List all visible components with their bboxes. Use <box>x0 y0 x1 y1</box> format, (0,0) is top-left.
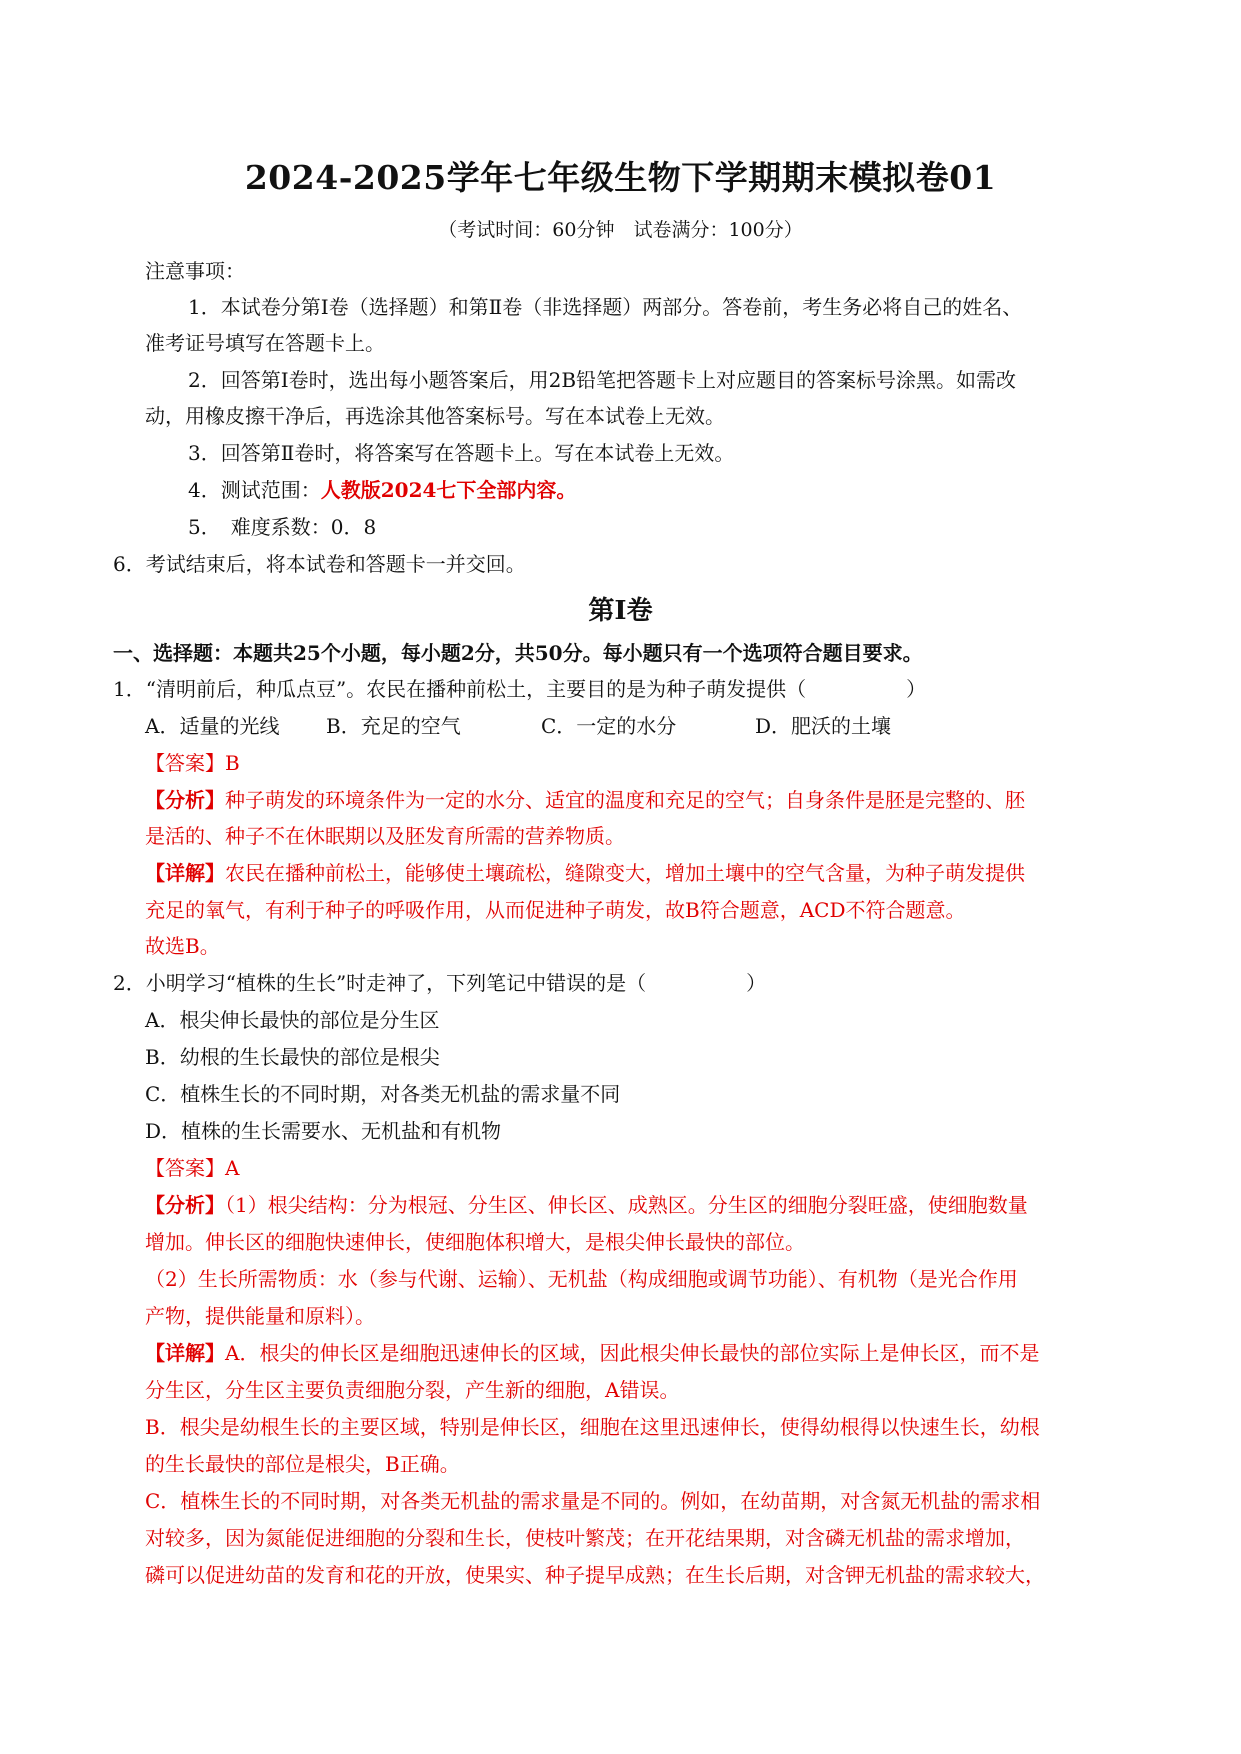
q1-detail-line: 农民在播种前松土，能够使土壤疏松，缝隙变大，增加土壤中的空气含量，为种子萌发提供 <box>225 861 1025 885</box>
q2-detail-cont-2: B．根尖是幼根生长的主要区域，特别是伸长区，细胞在这里迅速伸长，使得幼根得以快速生长，幼根 <box>145 1415 1040 1439</box>
notice-item-1: 1．本试卷分第Ⅰ卷（选择题）和第Ⅱ卷（非选择题）两部分。答卷前，考生务必将自己的姓名、 <box>188 295 1023 319</box>
exam-title: 2024-2025学年七年级生物下学期期末模拟卷01 <box>244 158 997 197</box>
analysis-label: 【分析】 <box>145 788 225 812</box>
part-heading: 一、选择题：本题共25个小题，每小题2分，共50分。每小题只有一个选项符合题目要求。 <box>113 641 923 665</box>
section-title: 第Ⅰ卷 <box>588 596 653 626</box>
q2-analysis-cont-2: （2）生长所需物质：水（参与代谢、运输）、无机盐（构成细胞或调节功能）、有机物（是光合作用 <box>145 1267 1018 1291</box>
q1-option-c: C．一定的水分 <box>541 714 677 738</box>
q2-option-a: A．根尖伸长最快的部位是分生区 <box>145 1008 440 1032</box>
q1-stem: 1．“清明前后，种瓜点豆”。农民在播种前松土，主要目的是为种子萌发提供（ ） <box>113 677 927 701</box>
q2-detail-cont-3: 的生长最快的部位是根尖，B正确。 <box>145 1452 460 1476</box>
notice-item-4 <box>188 474 576 503</box>
q2-analysis <box>145 1189 1028 1218</box>
q1-detail-cont: 充足的氧气，有利于种子的呼吸作用，从而促进种子萌发，故B符合题意，ACD不符合题意。 <box>145 898 966 922</box>
notice-item-6: 6．考试结束后，将本试卷和答题卡一并交回。 <box>113 552 526 576</box>
q1-option-a: A．适量的光线 <box>145 714 280 738</box>
q1-detail <box>145 857 1025 886</box>
q2-option-d: D．植株的生长需要水、无机盐和有机物 <box>145 1119 502 1143</box>
notice-item-2: 2．回答第Ⅰ卷时，选出每小题答案后，用2B铅笔把答题卡上对应题目的答案标号涂黑。如需改 <box>188 368 1017 392</box>
analysis-label: 【分析】 <box>145 1193 225 1217</box>
q2-detail-cont-4: C．植株生长的不同时期，对各类无机盐的需求量是不同的。例如，在幼苗期，对含氮无机盐的需求相 <box>145 1489 1041 1513</box>
q2-option-b: B．幼根的生长最快的部位是根尖 <box>145 1045 440 1069</box>
notice-item-5: 5． 难度系数：0．8 <box>188 515 377 539</box>
q1-option-d: D．肥沃的土壤 <box>755 714 892 738</box>
notice-item-3: 3．回答第Ⅱ卷时，将答案写在答题卡上。写在本试卷上无效。 <box>188 441 735 465</box>
q1-analysis <box>145 784 1025 813</box>
q2-detail-cont-6: 磷可以促进幼苗的发育和花的开放，使果实、种子提早成熟；在生长后期，对含钾无机盐的需求较大， <box>145 1563 1045 1587</box>
q1-conclusion: 故选B。 <box>145 934 220 958</box>
q2-stem: 2．小明学习“植株的生长”时走神了，下列笔记中错误的是（ ） <box>113 971 767 995</box>
q2-detail <box>145 1337 1039 1366</box>
q2-detail-cont-5: 对较多，因为氮能促进细胞的分裂和生长，使枝叶繁茂；在开花结果期，对含磷无机盐的需求增加， <box>145 1526 1025 1550</box>
q2-answer: 【答案】A <box>145 1156 240 1180</box>
notice-heading: 注意事项： <box>145 259 245 283</box>
detail-label: 【详解】 <box>145 1341 225 1365</box>
q1-option-b: B．充足的空气 <box>326 714 461 738</box>
detail-label: 【详解】 <box>145 861 225 885</box>
notice-item-2-cont: 动，用橡皮擦干净后，再选涂其他答案标号。写在本试卷上无效。 <box>145 404 725 428</box>
q1-answer: 【答案】B <box>145 751 240 775</box>
exam-subtitle: （考试时间：60分钟 试卷满分：100分） <box>438 219 803 241</box>
q2-analysis-cont-3: 产物，提供能量和原料）。 <box>145 1304 375 1328</box>
notice-item-1-cont: 准考证号填写在答题卡上。 <box>145 331 385 355</box>
q2-analysis-cont-1: 增加。伸长区的细胞快速伸长，使细胞体积增大，是根尖伸长最快的部位。 <box>145 1230 805 1254</box>
test-scope: 人教版2024七下全部内容。 <box>320 478 577 502</box>
q1-analysis-line: 种子萌发的环境条件为一定的水分、适宜的温度和充足的空气；自身条件是胚是完整的、胚 <box>225 788 1025 812</box>
notice-item-4-label: 4．测试范围： <box>188 478 321 502</box>
q2-detail-cont-1: 分生区，分生区主要负责细胞分裂，产生新的细胞，A错误。 <box>145 1378 680 1402</box>
q2-analysis-line: （1）根尖结构：分为根冠、分生区、伸长区、成熟区。分生区的细胞分裂旺盛，使细胞数量 <box>225 1193 1028 1217</box>
q1-analysis-cont: 是活的、种子不在休眠期以及胚发育所需的营养物质。 <box>145 824 625 848</box>
q2-detail-line: A．根尖的伸长区是细胞迅速伸长的区域，因此根尖伸长最快的部位实际上是伸长区，而不是 <box>225 1341 1040 1365</box>
q2-option-c: C．植株生长的不同时期，对各类无机盐的需求量不同 <box>145 1082 621 1106</box>
